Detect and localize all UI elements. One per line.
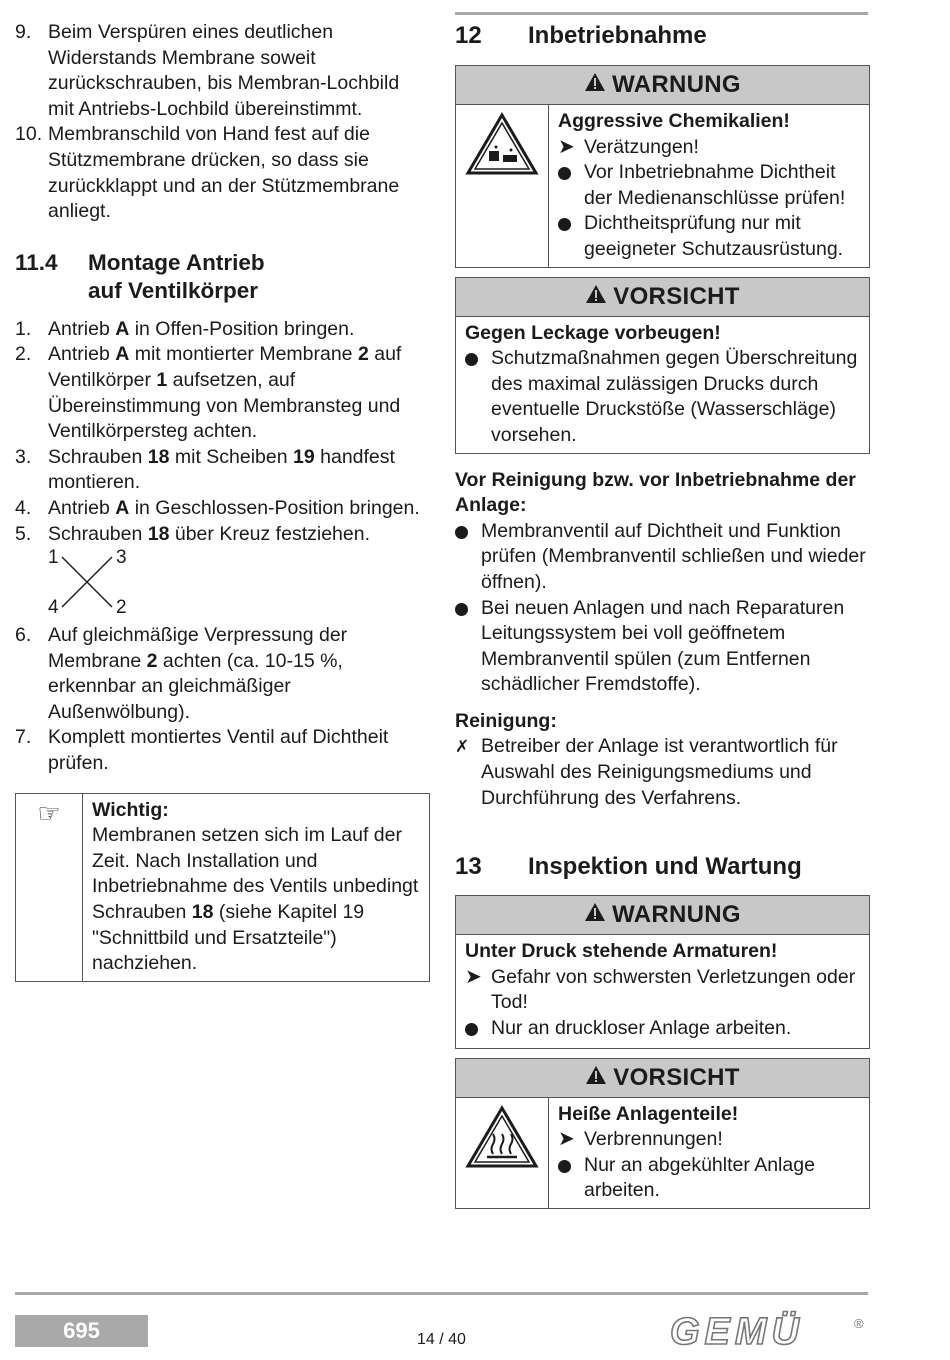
gemu-logo [668, 1310, 868, 1354]
warning-triangle-icon [585, 1064, 607, 1092]
step-1: 1. Antrieb A in Offen-Position bringen. [15, 317, 355, 340]
step-4: 4. Antrieb A in Geschlossen-Position bringen. [15, 496, 420, 519]
bullet-icon [558, 1160, 571, 1173]
warning-box-chemicals: WARNUNG Aggressive Chemikalien! ➤ Verätzungen! Vor Inbetriebnahme Dichtheit der Medienanschlüsse prüfen! Dichtheitsprüfung nur mit geeigneter Schutzausrüstung. [455, 65, 870, 268]
caution-header: VORSICHT [456, 278, 869, 317]
warning-triangle-icon [584, 71, 606, 99]
bullet-item: Nur an abgekühlter Anlage arbeiten. [558, 1153, 861, 1204]
caution-header: VORSICHT [456, 1059, 869, 1098]
right-column [455, 22, 870, 1209]
left-column [15, 20, 430, 982]
cross-label-tl: 1 [48, 547, 59, 569]
warning-triangle-icon [584, 901, 606, 929]
important-note: ☞ Wichtig: Membranen setzen sich im Lauf der Zeit. Nach Installation und Inbetriebnahme des Ventils unbedingt Schrauben 18 (siehe Kapitel 19 "Schnittbild und Ersatzteile") nachziehen. [15, 793, 430, 982]
bullet-icon [558, 167, 571, 180]
step-10: 10. Membranschild von Hand fest auf die Stützmembrane drücken, so dass sie zurückklappt und an der Stützmembrane anliegt. [15, 123, 400, 223]
step-9: 9. Beim Verspüren eines deutlichen Widerstands Membrane soweit zurückschrauben, bis Membran-Lochbild mit Antriebs-Lochbild übereinstimmt. [15, 21, 400, 120]
bullet-icon [465, 1023, 478, 1036]
bullet-icon [455, 603, 468, 616]
bullet-item: Dichtheitsprüfung nur mit geeigneter Schutzausrüstung. [558, 211, 861, 262]
step-5: 5. Schrauben 18 über Kreuz festziehen. [15, 522, 370, 545]
top-rule [455, 12, 868, 15]
caution-box-hot-parts: VORSICHT Heiße Anlagenteile! ➤ Verbrennungen! Nur an abgekühlter Anlage arbeiten. [455, 1058, 870, 1209]
svg-text:®: ® [854, 1316, 864, 1331]
bottom-rule [15, 1292, 868, 1295]
cross-label-tr: 3 [116, 547, 127, 569]
x-mark-icon: ✗ [455, 737, 470, 757]
step-6: 6. Auf gleichmäßige Verpressung der Membrane 2 achten (ca. 10-15 %, erkennbar an gleichmäßiger Außenwölbung). [15, 624, 348, 723]
bullet-item: ✗ Betreiber der Anlage ist verantwortlich für Auswahl des Reinigungsmediums und Durchführung des Verfahrens. [455, 734, 870, 811]
assembly-steps [15, 317, 430, 777]
before-cleaning-section: Vor Reinigung bzw. vor Inbetriebnahme der Anlage: Membranventil auf Dichtheit und Funktion prüfen (Membranventil schließen und wieder öffnen). Bei neuen Anlagen und nach Reparaturen Leitungssystem bei voll geöffnetem Membranventil spülen (zum Entfernen schädlicher Fremdstoffe). [455, 468, 870, 698]
cross-label-bl: 4 [48, 597, 59, 619]
svg-text:GEMÜ: GEMÜ [670, 1311, 804, 1353]
bullet-item: Schutzmaßnahmen gegen Überschreitung des maximal zulässigen Drucks durch eventuelle Druckstöße (Wasserschläge) vorsehen. [465, 346, 861, 448]
pointing-hand-icon: ☞ [16, 794, 83, 981]
bullet-icon [465, 353, 478, 366]
tightening-cross-diagram [48, 547, 430, 623]
bullet-item: Vor Inbetriebnahme Dichtheit der Medienanschlüsse prüfen! [558, 160, 861, 211]
bullet-icon [558, 218, 571, 231]
bullet-icon [455, 526, 468, 539]
caution-box-leakage: VORSICHT Gegen Leckage vorbeugen! Schutzmaßnahmen gegen Überschreitung des maximal zulässigen Drucks durch eventuelle Druckstöße (Wasserschläge) vorsehen. [455, 277, 870, 454]
section-heading-11-4: 11.4 Montage Antrieb auf Ventilkörper [15, 249, 265, 303]
arrow-icon: ➤ [465, 965, 482, 988]
warning-header: WARNUNG [456, 896, 869, 935]
bullet-item: Bei neuen Anlagen und nach Reparaturen Leitungssystem bei voll geöffnetem Membranventil spülen (zum Entfernen schädlicher Fremdstoffe). [455, 596, 870, 698]
cleaning-section: Reinigung: ✗ Betreiber der Anlage ist verantwortlich für Auswahl des Reinigungsmediums und Durchführung des Verfahrens. [455, 709, 870, 811]
section-heading-13: 13 Inspektion und Wartung [455, 853, 802, 881]
section-heading-12: 12 Inbetriebnahme [455, 22, 707, 49]
consequence-item: ➤ Gefahr von schwersten Verletzungen oder Tod! [465, 965, 861, 1016]
step-3: 3. Schrauben 18 mit Scheiben 19 handfest montieren. [15, 445, 395, 494]
bullet-item: Nur an druckloser Anlage arbeiten. [465, 1016, 861, 1044]
step-2: 2. Antrieb A mit montierter Membrane 2 auf Ventilkörper 1 aufsetzen, auf Übereinstimmung von Membransteg und Ventilkörpersteg achten. [15, 343, 402, 443]
hot-surface-icon [456, 1098, 549, 1208]
consequence-item: ➤ Verätzungen! [558, 135, 861, 161]
arrow-icon: ➤ [558, 135, 575, 158]
product-number-badge: 695 [15, 1315, 148, 1347]
warning-triangle-icon [585, 283, 607, 311]
page-number: 14 / 40 [417, 1331, 466, 1348]
warning-box-pressure: WARNUNG Unter Druck stehende Armaturen! ➤ Gefahr von schwersten Verletzungen oder Tod! Nur an druckloser Anlage arbeiten. [455, 895, 870, 1048]
consequence-item: ➤ Verbrennungen! [558, 1127, 861, 1153]
arrow-icon: ➤ [558, 1128, 575, 1151]
bullet-item: Membranventil auf Dichtheit und Funktion prüfen (Membranventil schließen und wieder öffnen). [455, 519, 870, 596]
logo-wordmark [668, 1310, 868, 1354]
corrosive-hazard-icon [456, 105, 549, 267]
cross-label-br: 2 [116, 597, 127, 619]
warning-header: WARNUNG [456, 66, 869, 105]
step-7: 7. Komplett montiertes Ventil auf Dichtheit prüfen. [15, 726, 389, 775]
